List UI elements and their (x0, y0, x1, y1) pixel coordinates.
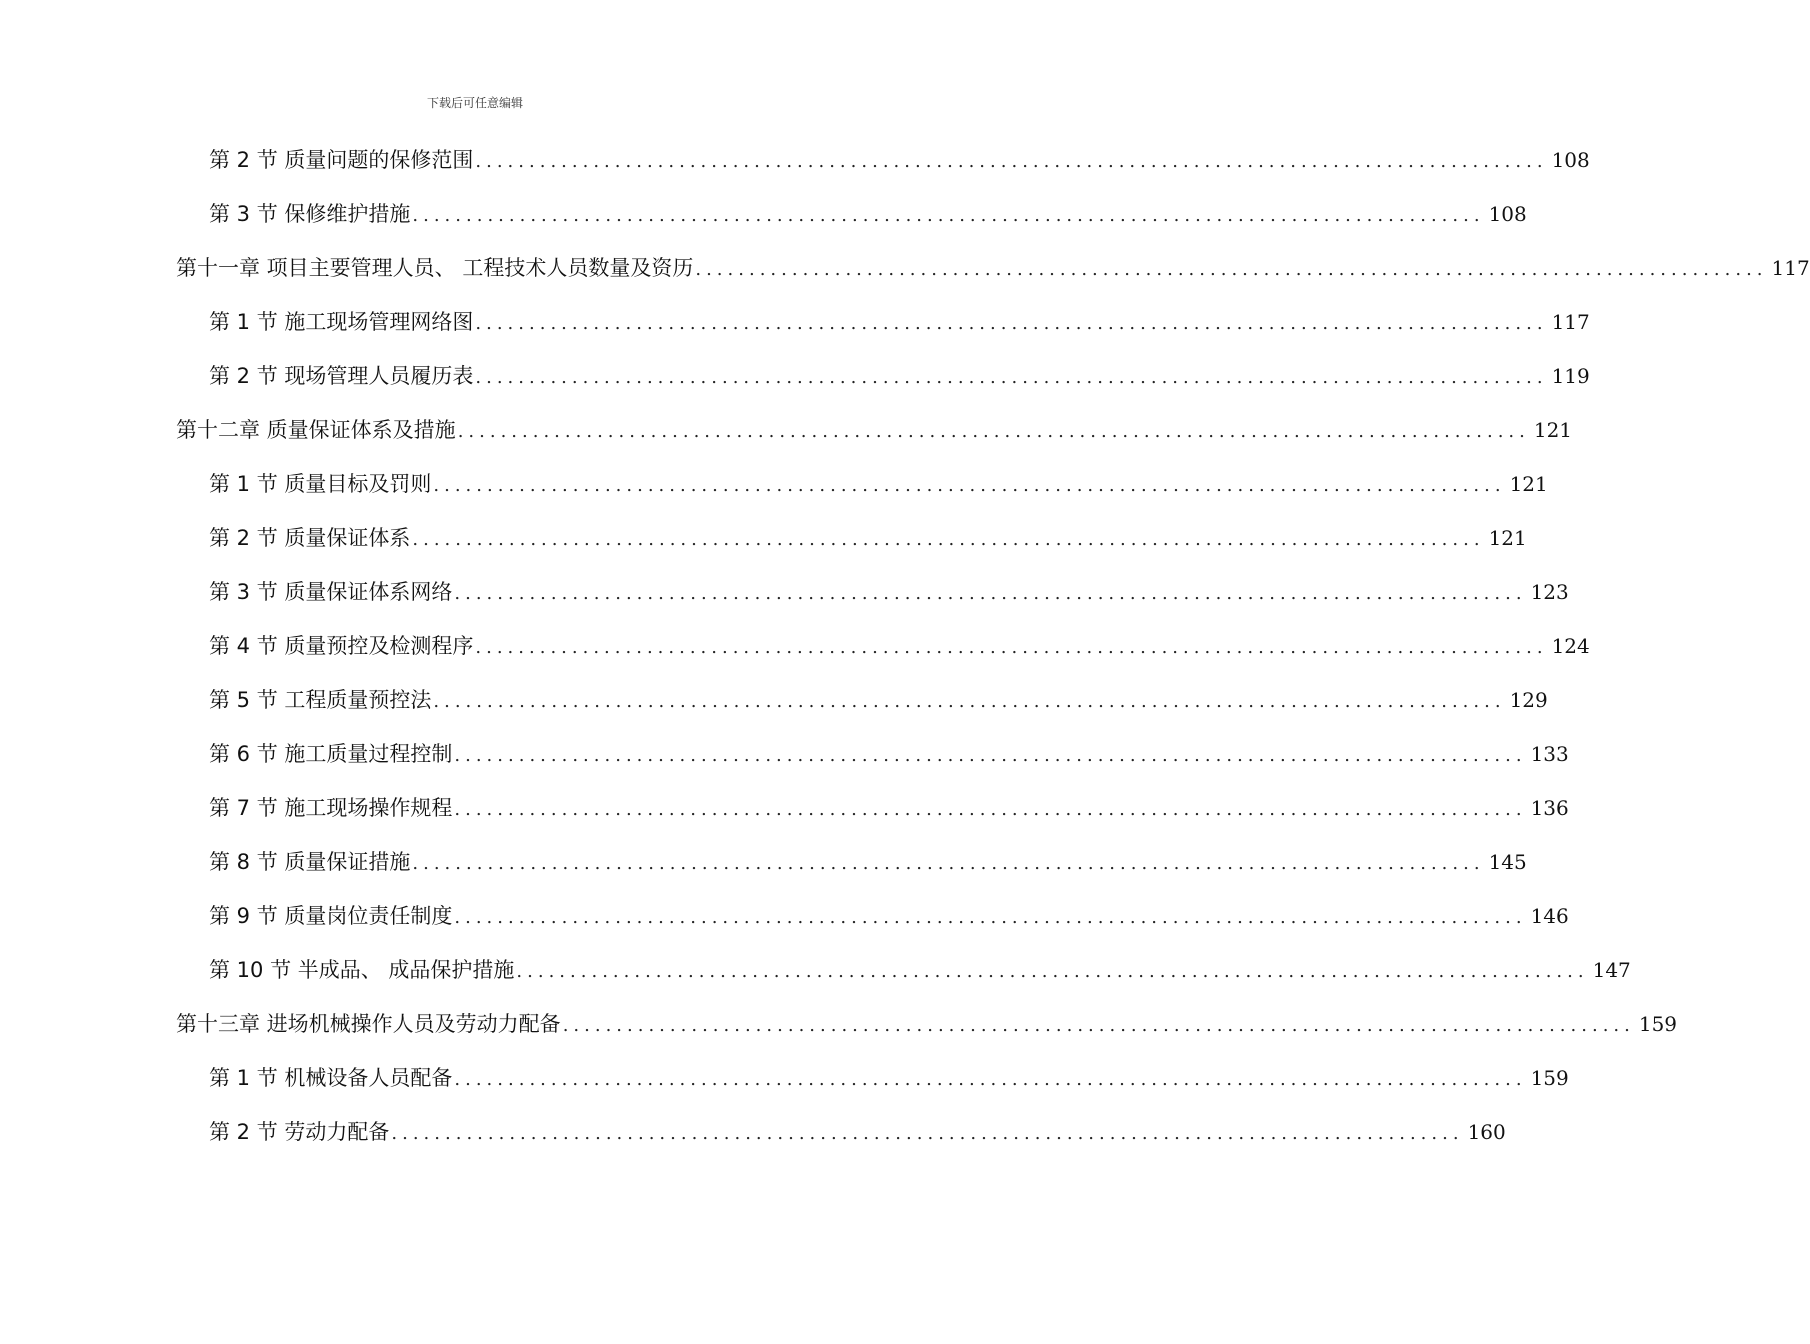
toc-entry[interactable] (209, 302, 1590, 342)
toc-entry[interactable] (209, 842, 1527, 882)
toc-entry-label: 第 10 节 半成品、 成品保护措施 (209, 958, 515, 982)
toc-entry-label: 第 1 节 机械设备人员配备 (209, 1066, 453, 1090)
toc-dot-leader: .................................................................................................... (457, 421, 1530, 442)
toc-page-number: 123 (1530, 580, 1569, 604)
toc-entry[interactable] (209, 626, 1590, 666)
toc-entry[interactable] (209, 464, 1548, 504)
toc-page-number: 124 (1551, 634, 1590, 658)
toc-entry[interactable] (209, 1112, 1506, 1152)
toc-page-number: 146 (1530, 904, 1569, 928)
toc-page-number: 136 (1530, 796, 1569, 820)
toc-entry-label: 第 2 节 质量保证体系 (209, 526, 411, 550)
toc-dot-leader: .................................................................................................... (454, 745, 1527, 766)
toc-page-number: 121 (1509, 472, 1548, 496)
toc-entry-label: 第十二章 质量保证体系及措施 (176, 418, 456, 442)
toc-entry[interactable] (209, 140, 1590, 180)
toc-entry-label: 第 8 节 质量保证措施 (209, 850, 411, 874)
toc-dot-leader: .................................................................................................... (412, 529, 1485, 550)
toc-page-number: 117 (1551, 310, 1590, 334)
toc-entry-label: 第 4 节 质量预控及检测程序 (209, 634, 474, 658)
toc-entry-label: 第 6 节 施工质量过程控制 (209, 742, 453, 766)
toc-entry[interactable] (209, 518, 1527, 558)
toc-entry-label: 第 2 节 现场管理人员履历表 (209, 364, 474, 388)
toc-entry-label: 第 9 节 质量岗位责任制度 (209, 904, 453, 928)
toc-entry[interactable] (209, 950, 1631, 990)
toc-entry[interactable] (209, 194, 1527, 234)
toc-entry[interactable] (176, 410, 1573, 450)
toc-entry[interactable] (209, 1058, 1569, 1098)
toc-page-number: 117 (1771, 256, 1810, 280)
toc-dot-leader: .................................................................................................... (475, 313, 1548, 334)
toc-entry-label: 第 2 节 劳动力配备 (209, 1120, 390, 1144)
toc-page-number: 160 (1467, 1120, 1506, 1144)
toc-entry[interactable] (209, 734, 1569, 774)
toc-entry[interactable] (209, 572, 1569, 612)
toc-page-number: 129 (1509, 688, 1548, 712)
toc-dot-leader: .................................................................................................... (412, 853, 1485, 874)
toc-dot-leader: .................................................................................................... (391, 1123, 1464, 1144)
toc-page-number: 108 (1551, 148, 1590, 172)
page-header-note: 下载后可任意编辑 (426, 96, 523, 110)
toc-page-number: 108 (1488, 202, 1527, 226)
toc-page-number: 159 (1638, 1012, 1678, 1036)
toc-entry-label: 第 7 节 施工现场操作规程 (209, 796, 453, 820)
toc-page-number: 121 (1488, 526, 1527, 550)
toc-page-number: 133 (1530, 742, 1569, 766)
toc-dot-leader: .................................................................................................... (475, 637, 1548, 658)
toc-page-number: 159 (1530, 1066, 1569, 1090)
toc-entry-label: 第十一章 项目主要管理人员、 工程技术人员数量及资历 (176, 256, 694, 280)
toc-page-number: 119 (1551, 364, 1590, 388)
toc-dot-leader: .................................................................................................... (454, 583, 1527, 604)
toc-entry[interactable] (209, 680, 1548, 720)
toc-dot-leader: .................................................................................................... (516, 961, 1589, 982)
toc-entry-label: 第 1 节 施工现场管理网络图 (209, 310, 474, 334)
toc-dot-leader: .................................................................................................... (562, 1015, 1635, 1036)
toc-entry[interactable] (176, 1004, 1678, 1044)
toc-dot-leader: .................................................................................................... (433, 691, 1506, 712)
toc-dot-leader: .................................................................................................... (454, 907, 1527, 928)
toc-dot-leader: .................................................................................................... (475, 151, 1548, 172)
toc-dot-leader: .................................................................................................... (412, 205, 1485, 226)
toc-entry[interactable] (209, 356, 1590, 396)
toc-entry[interactable] (209, 788, 1569, 828)
toc-entry-label: 第 5 节 工程质量预控法 (209, 688, 432, 712)
toc-entry-label: 第十三章 进场机械操作人员及劳动力配备 (176, 1012, 561, 1036)
toc-dot-leader: .................................................................................................... (454, 799, 1527, 820)
toc-page-number: 121 (1533, 418, 1573, 442)
toc-entry-label: 第 1 节 质量目标及罚则 (209, 472, 432, 496)
toc-page-number: 147 (1592, 958, 1631, 982)
toc-page-number: 145 (1488, 850, 1527, 874)
toc-dot-leader: .................................................................................................... (475, 367, 1548, 388)
toc-entry-label: 第 3 节 保修维护措施 (209, 202, 411, 226)
toc-entry[interactable] (209, 896, 1569, 936)
toc-entry[interactable] (176, 248, 1810, 288)
toc-dot-leader: .................................................................................................... (454, 1069, 1527, 1090)
toc-dot-leader: .................................................................................................... (695, 259, 1768, 280)
toc-entry-label: 第 3 节 质量保证体系网络 (209, 580, 453, 604)
toc-dot-leader: .................................................................................................... (433, 475, 1506, 496)
toc-entry-label: 第 2 节 质量问题的保修范围 (209, 148, 474, 172)
